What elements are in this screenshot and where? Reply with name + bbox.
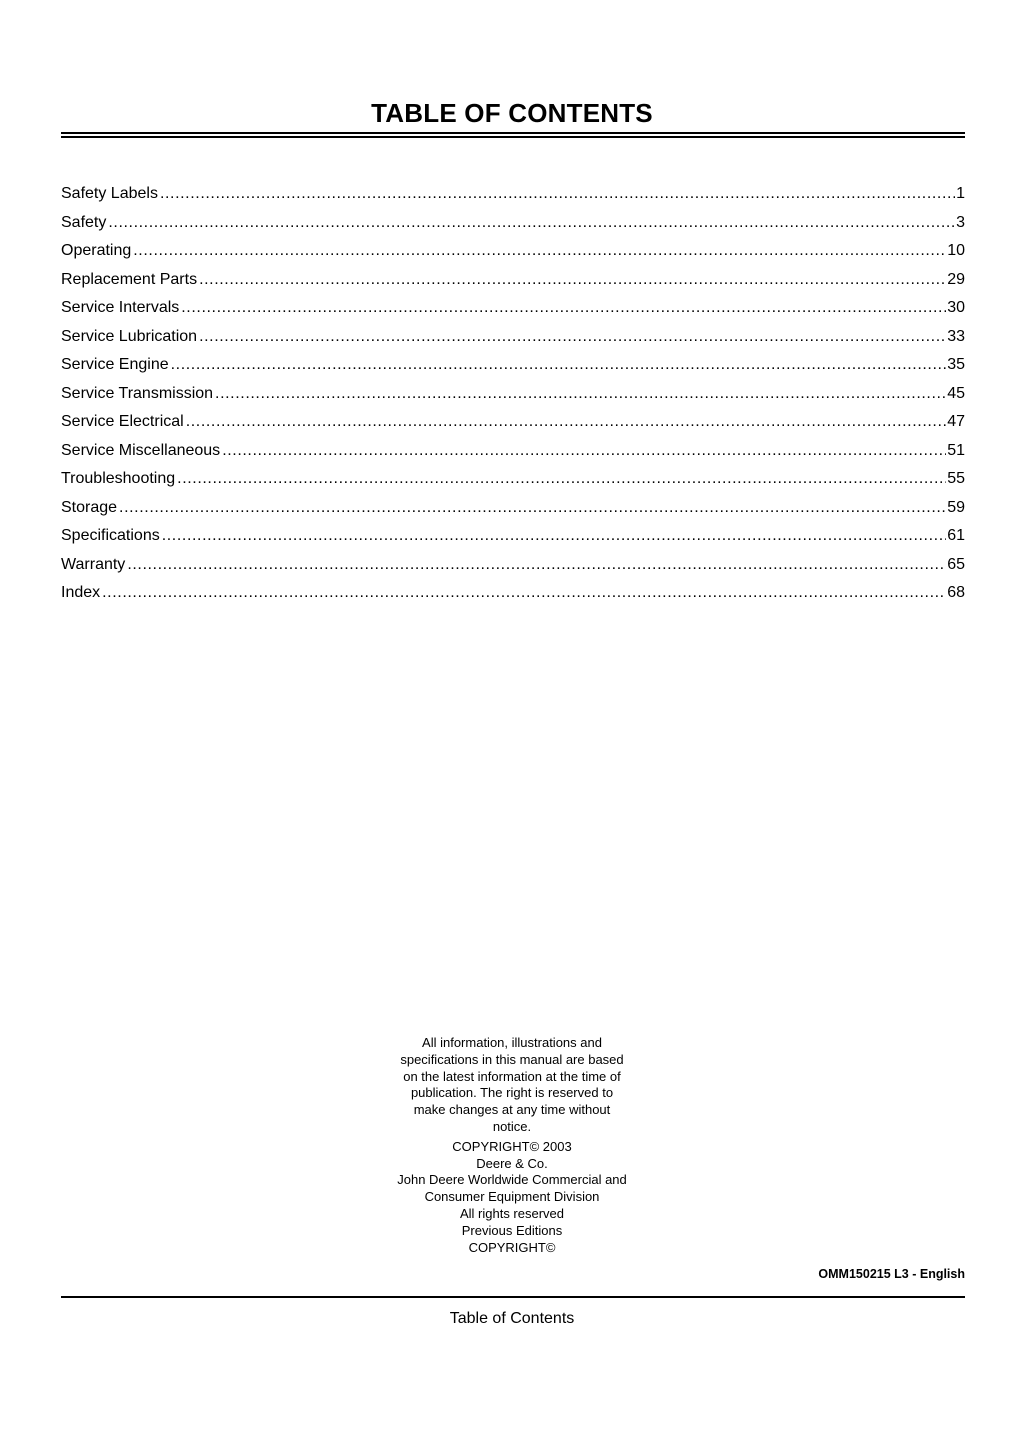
- toc-entry-page: 55: [947, 470, 965, 487]
- toc-entry-page: 47: [947, 413, 965, 430]
- toc-entry-title: Safety Labels: [61, 185, 158, 202]
- copyright-line: John Deere Worldwide Commercial and: [397, 1172, 627, 1188]
- toc-entry-troubleshooting[interactable]: [61, 465, 965, 494]
- toc-dot-leader: [215, 380, 946, 409]
- toc-entry-service-lubrication[interactable]: [61, 323, 965, 352]
- toc-dot-leader: [162, 522, 946, 551]
- copyright-line: Deere & Co.: [476, 1155, 548, 1171]
- toc-entry-page: 68: [947, 584, 965, 601]
- toc-entry-title: Storage: [61, 498, 118, 516]
- toc-dot-leader: [171, 351, 947, 380]
- toc-entry-storage[interactable]: [61, 494, 965, 523]
- toc-entry-title: Safety: [61, 213, 107, 231]
- toc-entry-replacement-parts[interactable]: [61, 266, 965, 295]
- toc-entry-title: Operating: [61, 242, 132, 259]
- toc-entry-page: 65: [947, 555, 965, 573]
- toc-dot-leader: [199, 266, 946, 295]
- toc-dot-leader: [199, 323, 946, 352]
- toc-entry-title: Service Engine: [61, 356, 169, 373]
- document-id: OMM150215 L3 - English: [818, 1267, 965, 1281]
- toc-entry-title: Service Miscellaneous: [61, 441, 221, 459]
- disclaimer-line: notice.: [492, 1118, 532, 1134]
- disclaimer-line: on the latest information at the time of: [403, 1068, 621, 1084]
- disclaimer-text: [362, 1035, 662, 1136]
- toc-entry-page: 3: [956, 213, 965, 231]
- copyright-line: COPYRIGHT© 2003: [452, 1138, 572, 1154]
- toc-entry-service-engine[interactable]: [61, 351, 965, 380]
- toc-dot-leader: [108, 209, 955, 238]
- table-of-contents: [61, 180, 965, 608]
- title-divider-bottom: [61, 136, 965, 138]
- toc-entry-title: Service Intervals: [61, 299, 180, 316]
- toc-entry-page: 59: [947, 498, 965, 516]
- footer-divider: [61, 1296, 965, 1298]
- toc-dot-leader: [102, 579, 946, 608]
- toc-entry-page: 10: [947, 242, 965, 259]
- disclaimer-line: All information, illustrations and: [422, 1035, 602, 1050]
- toc-entry-page: 30: [947, 299, 965, 316]
- page-title: TABLE OF CONTENTS: [371, 98, 653, 128]
- copyright-line: COPYRIGHT©: [468, 1239, 556, 1255]
- copyright-line: All rights reserved: [459, 1205, 565, 1221]
- disclaimer-line: specifications in this manual are based: [400, 1051, 624, 1067]
- toc-entry-title: Troubleshooting: [61, 470, 176, 487]
- toc-entry-specifications[interactable]: [61, 522, 965, 551]
- toc-entry-page: 29: [947, 270, 965, 288]
- toc-entry-title: Specifications: [61, 527, 160, 544]
- copyright-notice: [362, 1035, 662, 1256]
- toc-entry-page: 45: [947, 384, 965, 402]
- toc-entry-title: Replacement Parts: [61, 270, 198, 288]
- toc-entry-service-electrical[interactable]: [61, 408, 965, 437]
- title-divider-top: [61, 132, 965, 134]
- toc-entry-operating[interactable]: [61, 237, 965, 266]
- copyright-line: Previous Editions: [461, 1222, 563, 1238]
- toc-dot-leader: [127, 551, 946, 580]
- toc-dot-leader: [177, 465, 946, 494]
- footer-section-label: Table of Contents: [449, 1310, 575, 1327]
- toc-dot-leader: [133, 237, 946, 266]
- toc-dot-leader: [119, 494, 946, 523]
- toc-entry-safety[interactable]: [61, 209, 965, 238]
- toc-entry-service-intervals[interactable]: [61, 294, 965, 323]
- disclaimer-line: publication. The right is reserved to: [410, 1085, 614, 1101]
- toc-entry-title: Service Transmission: [61, 384, 214, 402]
- toc-entry-page: 51: [947, 441, 965, 459]
- toc-entry-safety-labels[interactable]: [61, 180, 965, 209]
- toc-entry-title: Index: [61, 584, 101, 601]
- toc-entry-warranty[interactable]: [61, 551, 965, 580]
- toc-entry-page: 35: [947, 356, 965, 373]
- toc-entry-page: 61: [947, 527, 965, 544]
- toc-entry-title: Service Electrical: [61, 413, 184, 430]
- copyright-text: [362, 1139, 662, 1257]
- toc-entry-service-transmission[interactable]: [61, 380, 965, 409]
- toc-dot-leader: [186, 408, 947, 437]
- toc-dot-leader: [222, 437, 946, 466]
- toc-dot-leader: [160, 180, 955, 209]
- toc-entry-page: 33: [947, 327, 965, 345]
- copyright-line: Consumer Equipment Division: [424, 1189, 600, 1205]
- toc-entry-title: Warranty: [61, 555, 126, 573]
- toc-dot-leader: [181, 294, 946, 323]
- disclaimer-line: make changes at any time without: [413, 1102, 611, 1118]
- toc-entry-page: 1: [956, 185, 965, 202]
- toc-entry-title: Service Lubrication: [61, 327, 198, 345]
- toc-entry-service-miscellaneous[interactable]: [61, 437, 965, 466]
- toc-entry-index[interactable]: [61, 579, 965, 608]
